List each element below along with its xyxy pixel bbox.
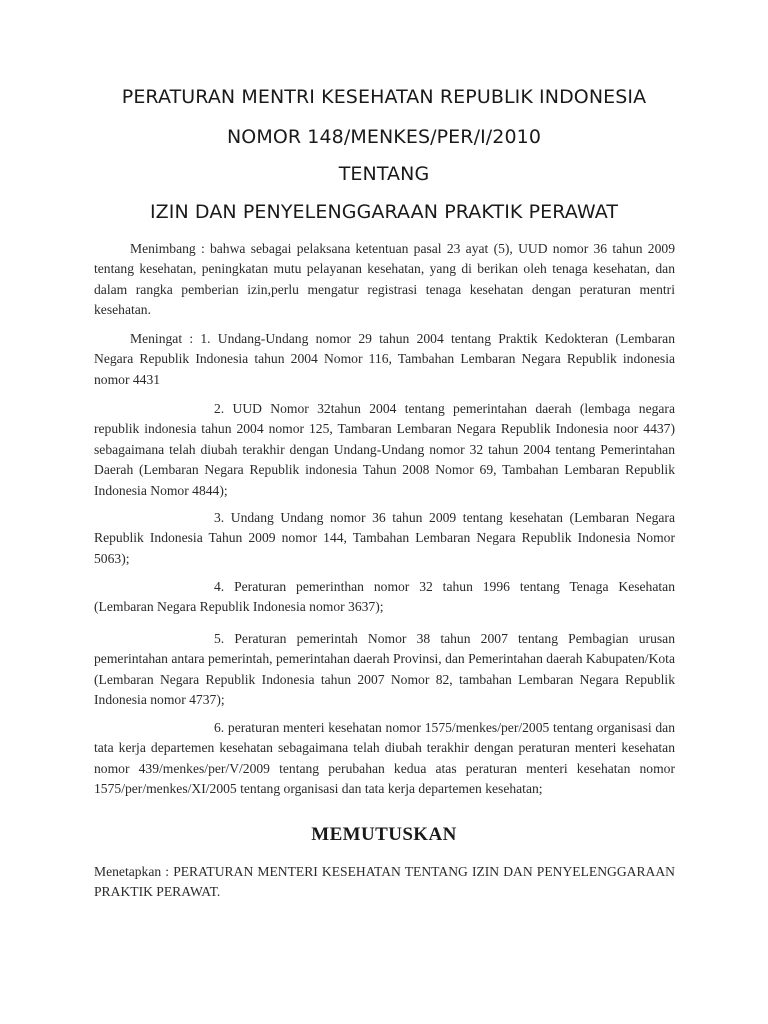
menetapkan-paragraph: Menetapkan : PERATURAN MENTERI KESEHATAN TENTANG IZIN DAN PENYELENGGARAAN PRAKTIK PERAWAT. (94, 864, 675, 900)
memutuskan-heading: MEMUTUSKAN (311, 824, 457, 845)
meningat-item-2: 2. UUD Nomor 32tahun 2004 tentang pemerintahan daerah (lembaga negara republik indonesia tahun 2004 nomor 125, Tambaran Lembaran Negara Republik Indonesia noor 4437) sebagaimana telah diubah terakhir dengan Undang-Undang nomor 32 tahun 2004 tentang Pemerintahan Daerah (Lembaran Negara Republik indonesia Tahun 2008 Nomor 69, Tambahan Lembaran Republik Indonesia Nomor 4844); (94, 401, 675, 498)
document-title: PERATURAN MENTRI KESEHATAN REPUBLIK INDONESIA (121, 86, 647, 108)
tentang-heading: TENTANG (338, 163, 430, 185)
meningat-item-5: 5. Peraturan pemerintah Nomor 38 tahun 2007 tentang Pembagian urusan pemerintahan antara pemerintah, pemerintahan daerah Provinsi, dan Pemerintahan daerah Kabupaten/Kota (Lembaran Negara Republik Indonesia tahun 2007 Nomor 82, tambahan Lembaran Negara Republik Indonesia nomor 4737); (94, 631, 675, 708)
meningat-item-1: Meningat : 1. Undang-Undang nomor 29 tahun 2004 tentang Praktik Kedokteran (Lembaran Negara Republik Indonesia tahun 2004 Nomor 116, Tambahan Lembaran Negara Republik indonesia nomor 4431 (94, 331, 675, 387)
regulation-subject: IZIN DAN PENYELENGGARAAN PRAKTIK PERAWAT (149, 201, 619, 223)
regulation-number: NOMOR 148/MENKES/PER/I/2010 (226, 126, 542, 148)
meningat-item-3: 3. Undang Undang nomor 36 tahun 2009 tentang kesehatan (Lembaran Negara Republik Indonesia Tahun 2009 nomor 144, Tambahan Lembaran Negara Republik Indonesia Nomor 5063); (94, 510, 675, 566)
meningat-item-6: 6. peraturan menteri kesehatan nomor 1575/menkes/per/2005 tentang organisasi dan tata kerja departemen kesehatan sebagaimana telah diubah terakhir dengan peraturan menteri kesehatan nomor 439/menkes/per/V/2009 tentang perubahan kedua atas peraturan menteri kesehatan nomor 1575/per/menkes/XI/2005 tentang organisasi dan tata kerja departemen kesehatan; (94, 720, 675, 797)
meningat-item-4: 4. Peraturan pemerinthan nomor 32 tahun 1996 tentang Tenaga Kesehatan (Lembaran Negara Republik Indonesia nomor 3637); (94, 579, 675, 615)
menimbang-paragraph: Menimbang : bahwa sebagai pelaksana ketentuan pasal 23 ayat (5), UUD nomor 36 tahun 2009 tentang kesehatan, peningkatan mutu pelayanan kesehatan, yang di berikan oleh tenaga kesehatan, dan dalam rangka pemberian izin,perlu mengatur registrasi tenaga kesehatan dengan peraturan mentri kesehatan. (94, 241, 675, 318)
